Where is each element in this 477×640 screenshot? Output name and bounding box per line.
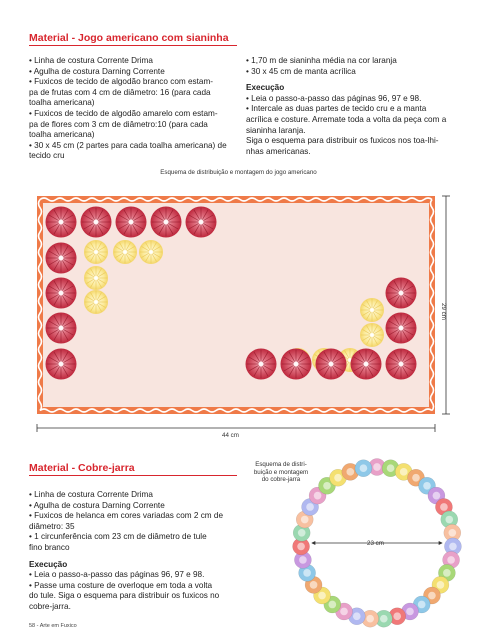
caption-line: do cobre-jarra bbox=[261, 476, 301, 484]
list-line: pa de frutas com 4 cm de diâmetro: 16 (para cada bbox=[29, 87, 211, 97]
fuxico-red bbox=[46, 349, 77, 380]
list-line: • Fuxicos de helanca em cores variadas com 2 cm de bbox=[29, 511, 223, 521]
placemat-diagram-caption: Esquema de distribuição e montagem do jogo americano bbox=[160, 169, 317, 176]
fuxico-red bbox=[151, 207, 182, 238]
list-line: • 1,70 m de sianinha média na cor laranja bbox=[246, 56, 397, 65]
title-underline bbox=[29, 45, 237, 46]
fuxico-red bbox=[81, 207, 112, 238]
list-line: pa de flores com 3 cm de diâmetro:10 (para cada bbox=[29, 119, 208, 129]
fuxico-yellow bbox=[84, 290, 108, 314]
list-line: fino branco bbox=[29, 542, 70, 552]
fuxico-red bbox=[46, 313, 77, 344]
execucao-line: Siga o esquema para distribuir os fuxicos nos toa-lhi- bbox=[246, 136, 439, 146]
list-line: tecido cru bbox=[29, 151, 65, 161]
list-line: • Linha de costura Corrente Drima bbox=[29, 56, 153, 65]
section-title-placemat: Material - Jogo americano com sianinha bbox=[29, 32, 229, 44]
materials-list-placemat bbox=[29, 56, 239, 162]
fuxico-red bbox=[281, 349, 312, 380]
fuxico-yellow bbox=[113, 240, 137, 264]
list-line: • Agulha de costura Darning Corrente bbox=[29, 500, 165, 510]
list-line: toalha americana) bbox=[29, 98, 95, 108]
execucao-heading: Execução bbox=[29, 559, 68, 569]
fuxico-red bbox=[246, 349, 277, 380]
fuxico-red bbox=[186, 207, 217, 238]
fuxico-yellow bbox=[360, 298, 384, 322]
fuxico-red bbox=[386, 278, 417, 309]
execucao-line: • Leia o passo-a-passo das páginas 96, 97 e 98. bbox=[246, 93, 422, 103]
diameter-label: 23 cm bbox=[367, 540, 384, 547]
fuxico-yellow bbox=[360, 323, 384, 347]
fuxico-red bbox=[116, 207, 147, 238]
fuxico-red bbox=[351, 349, 382, 380]
fuxico-red bbox=[46, 207, 77, 238]
execucao-line: nhas americanas. bbox=[246, 146, 311, 156]
fuxico-yellow bbox=[84, 240, 108, 264]
list-line: • Fuxicos de tecido de algodão branco com estam- bbox=[29, 77, 213, 87]
materials-list-col2 bbox=[246, 56, 456, 157]
fuxico-yellow bbox=[139, 240, 163, 264]
section-title-jar-cover: Material - Cobre-jarra bbox=[29, 462, 135, 474]
list-line: • Agulha de costura Darning Corrente bbox=[29, 66, 165, 76]
fuxico-yellow bbox=[84, 266, 108, 290]
materials-list-jar-cover bbox=[29, 490, 244, 613]
list-line: • 30 x 45 cm (2 partes para cada toalha americana) de bbox=[29, 140, 227, 150]
fuxico-red bbox=[46, 278, 77, 309]
placemat-diagram bbox=[0, 180, 477, 442]
execucao-heading: Execução bbox=[246, 83, 285, 93]
execucao-line: • Passe uma costure de overloque em toda a volta bbox=[29, 580, 213, 590]
height-label: 29 cm bbox=[440, 303, 447, 320]
execucao-line: cobre-jarra. bbox=[29, 601, 71, 611]
fuxico-red bbox=[386, 313, 417, 344]
title-underline bbox=[29, 475, 237, 476]
list-line: • Fuxicos de tecido de algodão amarelo com estam- bbox=[29, 108, 218, 118]
caption-line: buição e montagem bbox=[253, 468, 309, 476]
execucao-line: sianinha laranja. bbox=[246, 125, 306, 135]
list-line: diâmetro: 35 bbox=[29, 521, 75, 531]
list-line: toalha americana) bbox=[29, 130, 95, 140]
page-footer: 58 - Arte em Fuxico bbox=[29, 623, 77, 629]
fuxico-red bbox=[46, 243, 77, 274]
fuxico-red bbox=[386, 349, 417, 380]
list-line: • 30 x 45 cm de manta acrílica bbox=[246, 66, 356, 76]
list-line: • 1 circunferência com 23 cm de diâmetro de tule bbox=[29, 532, 207, 542]
execucao-line: acrílica e costure. Arremate toda a volta da peça com a bbox=[246, 114, 447, 124]
execucao-line: • Leia o passo-a-passo das páginas 96, 97 e 98. bbox=[29, 570, 205, 580]
fuxico-red bbox=[316, 349, 347, 380]
caption-line: Esquema de distri- bbox=[255, 461, 307, 468]
execucao-line: do tule. Siga o esquema para distribuir os fuxicos no bbox=[29, 591, 220, 601]
fuxico-colored bbox=[355, 460, 372, 477]
execucao-line: • Intercale as duas partes de tecido cru e a manta bbox=[246, 104, 427, 114]
width-label: 44 cm bbox=[222, 432, 239, 439]
list-line: • Linha de costura Corrente Drima bbox=[29, 490, 153, 499]
